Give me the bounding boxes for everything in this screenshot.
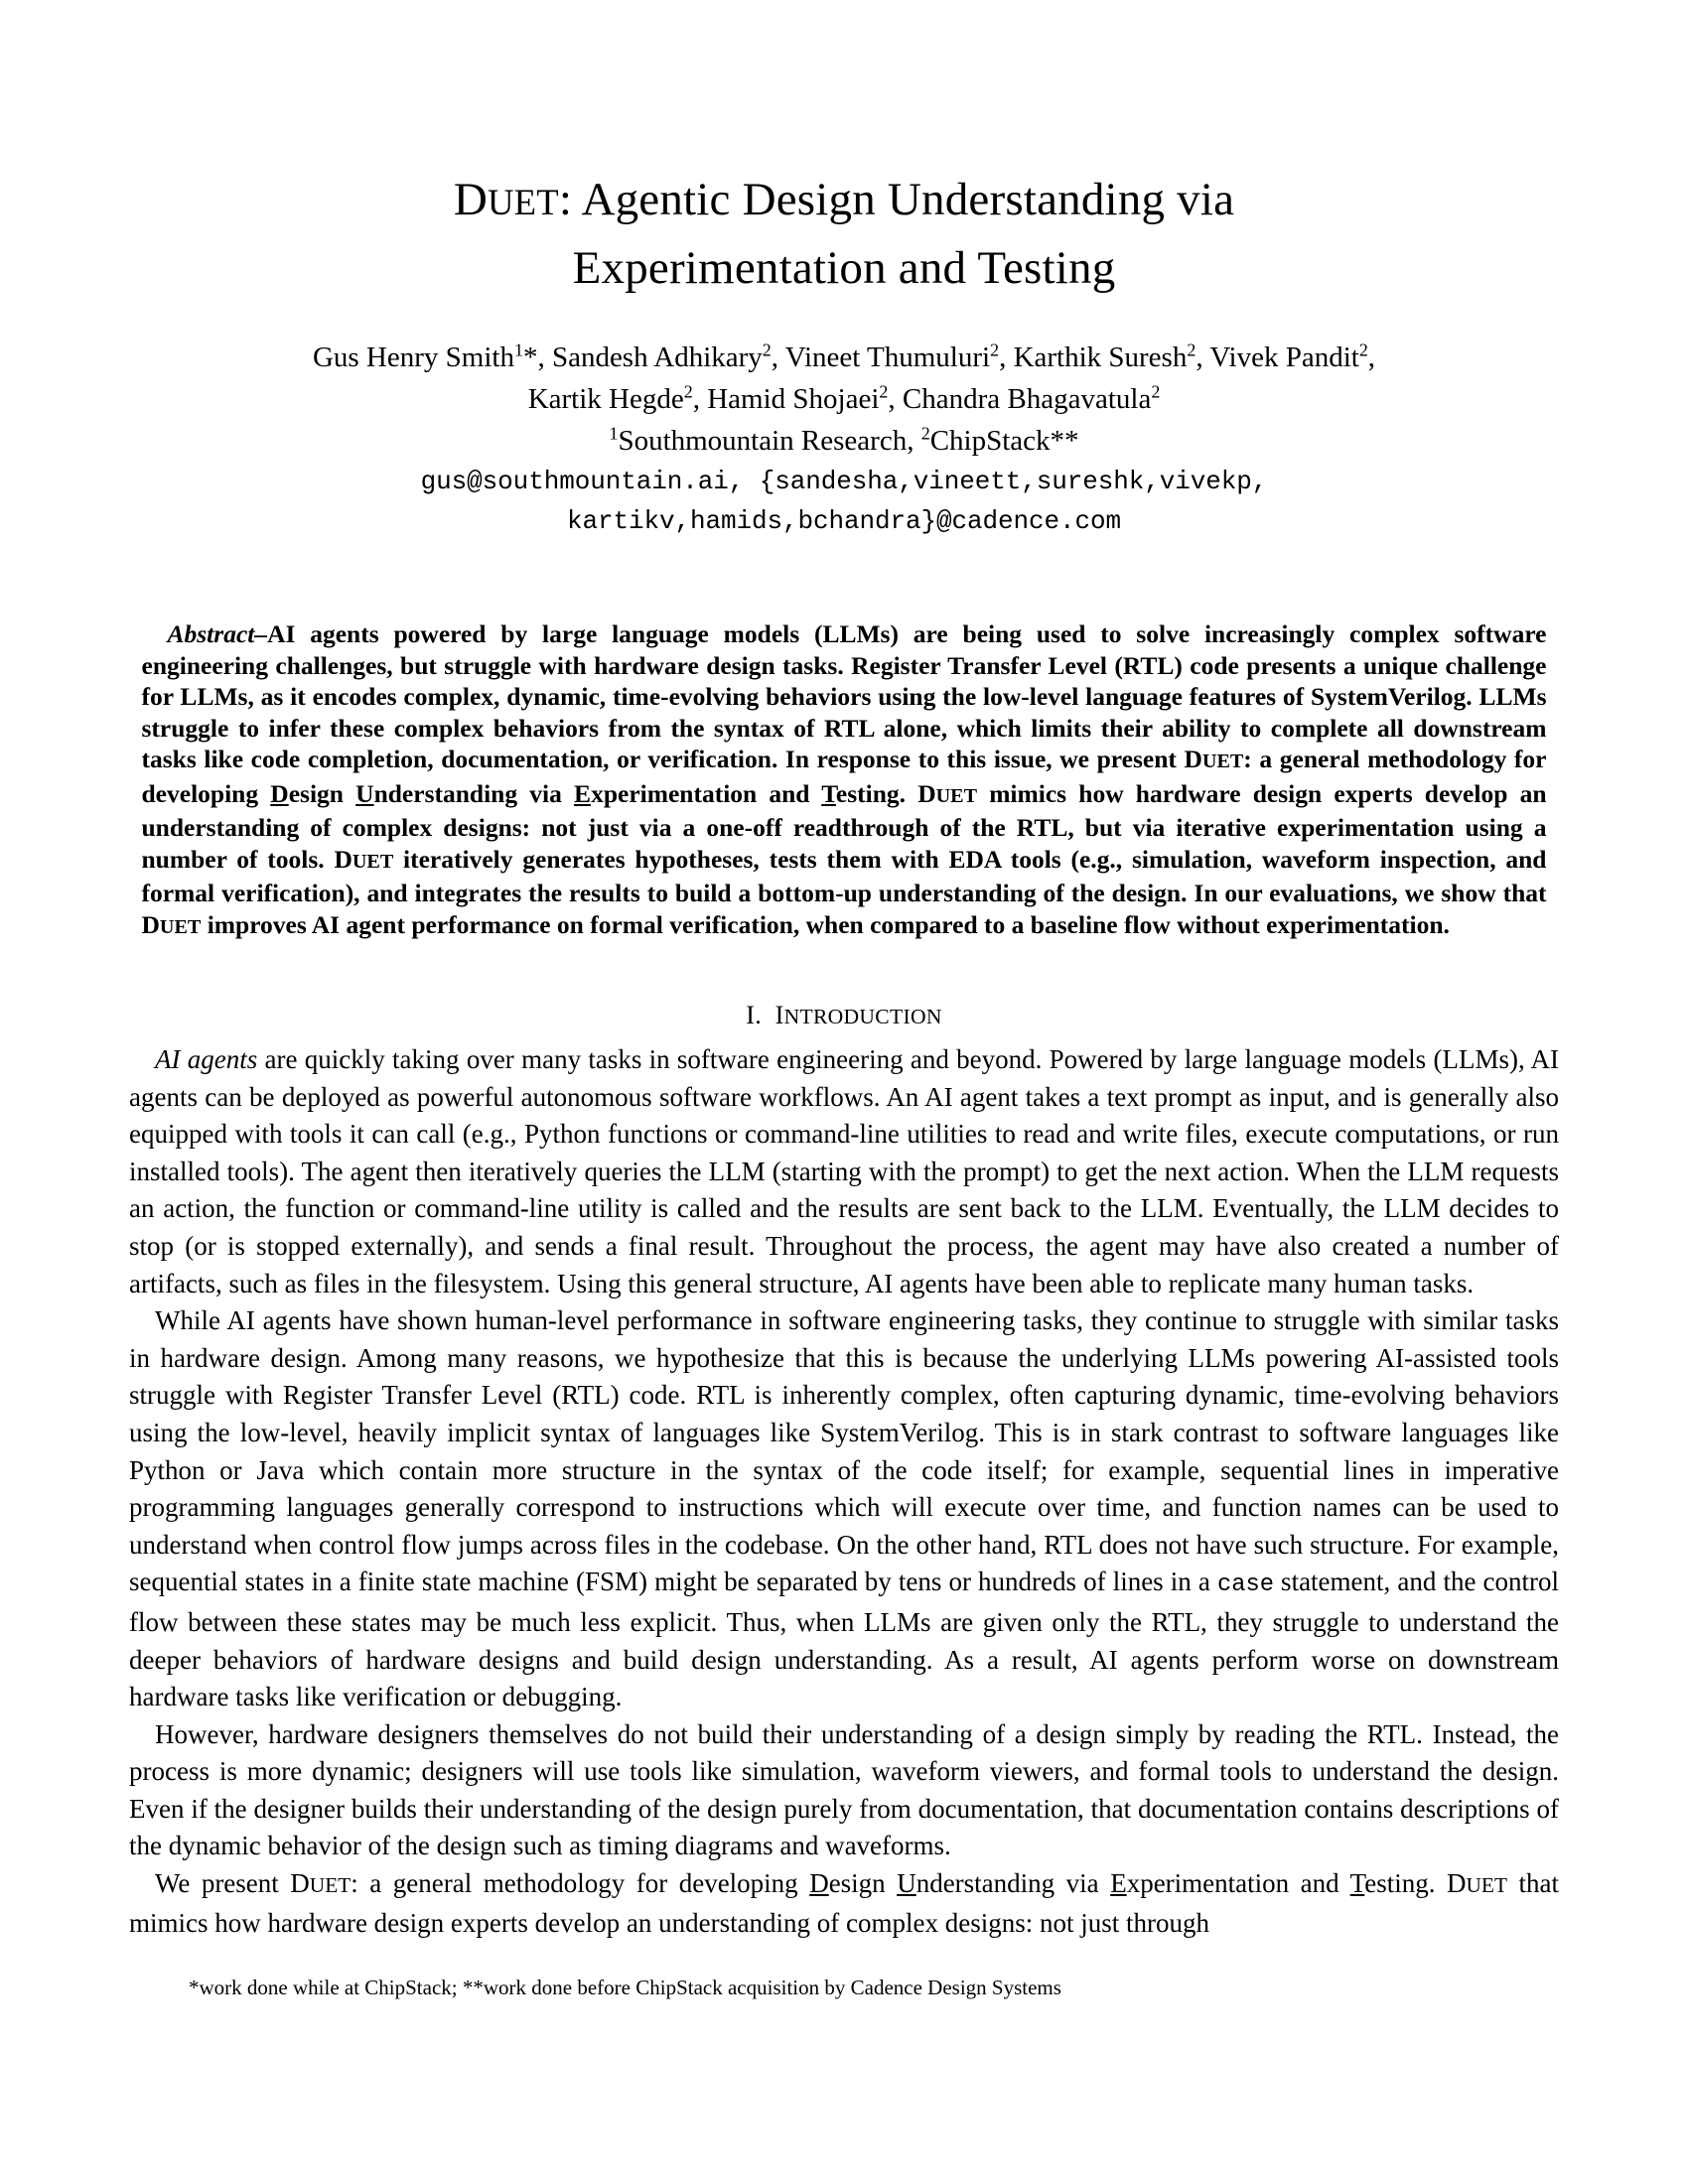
author-footnote-marker: *: [522, 341, 538, 373]
author-block: [228, 301, 1460, 541]
author-separator: ,: [1196, 341, 1210, 373]
section-heading-introduction: [0, 943, 1688, 1041]
paragraph-3: However, hardware designers themselves do not build their understanding of a design simply by reading the RTL. Instead, the process is more dynamic; designers will use tools like simulation, waveform viewers, and formal tools to understand the design. Even if the designer builds their understanding of the design purely from documentation, that documentation contains descriptions of the dynamic behavior of the design such as timing diagrams and waveforms.: [129, 1718, 1559, 1861]
author-affiliation-marker: 2: [1187, 340, 1196, 360]
author-affiliation-marker: 2: [762, 340, 772, 360]
author-affiliation-marker: 2: [1151, 381, 1161, 402]
author-affiliation-marker: 1: [513, 340, 523, 360]
paragraph-1: [129, 1041, 1559, 1302]
author-affiliation-marker: 2: [1358, 340, 1368, 360]
affiliation-sup-1: 1: [609, 423, 619, 444]
author-name: Kartik Hegde: [527, 383, 684, 415]
abstract-duet-1: DUET: [1184, 745, 1244, 773]
section-title: [775, 1001, 942, 1029]
affiliation-2: ChipStack**: [929, 425, 1079, 457]
abstract-word-testing: esting.: [835, 778, 918, 808]
abstract-word-experimentation: xperimentation and: [591, 778, 822, 808]
title-line-1-text: : Agentic Design Understanding via: [558, 174, 1235, 225]
footnote: *work done while at ChipStack; **work done before ChipStack acquisition by Cadence Design Systems: [189, 1976, 1061, 1999]
author-name: Gus Henry Smith: [312, 341, 514, 373]
abstract-label: Abstract–: [167, 619, 268, 648]
title-line-1: [298, 167, 1390, 235]
abstract-u-e: E: [574, 778, 592, 808]
affiliation-sup-2: 2: [920, 423, 930, 444]
author-separator: ,: [692, 383, 708, 415]
abstract-text-1: AI agents powered by large language models (LLMs) are being used to solve increasingly complex software engineering challenges, but struggle with hardware design tasks. Register Transfer Level (RTL) code presents a unique challenge for LLMs, as it encodes complex, dynamic, time-evolving behaviors using the low-level language features of SystemVerilog. LLMs struggle to infer these complex behaviors from the syntax of RTL alone, which limits their ability to complete all downstream tasks like code completion, documentation, or verification. In response to this issue, we present: [141, 619, 1547, 773]
abstract-text-2: : a general methodology for developing: [141, 745, 1547, 808]
title-acronym: [454, 174, 559, 225]
paragraph-4-u-t: T: [1349, 1868, 1365, 1899]
title-acronym-first-letter: D: [453, 174, 488, 225]
paragraph-2-code-case: case: [1216, 1571, 1274, 1599]
paragraph-4: [129, 1865, 1559, 1942]
author-name: Karthik Suresh: [1013, 341, 1188, 373]
paragraph-4-duet-1: DUET: [290, 1868, 352, 1899]
paragraph-4-understanding: nderstanding via: [915, 1868, 1111, 1899]
abstract-u-d: D: [270, 778, 289, 808]
affiliation-1: Southmountain Research,: [618, 425, 921, 457]
author-separator: ,: [771, 341, 785, 373]
author-name: Sandesh Adhikary: [551, 341, 763, 373]
paragraph-2: [129, 1302, 1559, 1716]
title-line-2: Experimentation and Testing: [572, 242, 1116, 294]
author-separator: ,: [888, 383, 903, 415]
author-name: Chandra Bhagavatula: [902, 383, 1152, 415]
affiliation-line: [228, 420, 1460, 462]
author-line-2: [228, 378, 1460, 420]
abstract-word-understanding: nderstanding via: [373, 778, 575, 808]
abstract-text-3: mimics how hardware design experts develop an understanding of complex designs: not just via a one-off readthrough of the RTL, but via iterative experimentation using a number of tools.: [141, 778, 1547, 874]
author-separator: ,: [1367, 341, 1376, 373]
paragraph-4-u-e: E: [1110, 1868, 1127, 1899]
author-name: Hamid Shojaei: [707, 383, 880, 415]
section-title-first-letter: I: [774, 1001, 784, 1029]
abstract-word-design: esign: [288, 778, 356, 808]
paragraph-1-text: are quickly taking over many tasks in software engineering and beyond. Powered by large language models (LLMs), AI agents can be deployed as powerful autonomous software workflows. An AI agent takes a text prompt as input, and is generally also equipped with tools it can call (e.g., Python functions or command-line utilities to read and write files, execute computations, or run installed tools). The agent then iteratively queries the LLM (starting with the prompt) to get the next action. When the LLM requests an action, the function or command-line utility is called and the results are sent back to the LLM. Eventually, the LLM decides to stop (or is stopped externally), and sends a final result. Throughout the process, the agent may have also created a number of artifacts, such as files in the filesystem. Using this general structure, AI agents have been able to replicate many human tasks.: [129, 1044, 1559, 1298]
author-affiliation-marker: 2: [683, 381, 693, 402]
email-line-1: gus@southmountain.ai, {sandesha,vineett,sureshk,vivekp,: [420, 467, 1268, 496]
author-separator: ,: [537, 341, 552, 373]
paragraph-4-text-a: We present: [155, 1868, 291, 1899]
paragraph-4-experimentation: xperimentation and: [1126, 1868, 1350, 1899]
author-line-1: [228, 337, 1460, 378]
abstract-u-t: T: [821, 778, 836, 808]
author-name: Vineet Thumuluri: [784, 341, 991, 373]
paper-title: [298, 0, 1390, 301]
abstract-block: [142, 541, 1547, 943]
abstract-u-u: U: [355, 778, 374, 808]
abstract-duet-2: DUET: [917, 778, 978, 808]
section-title-rest: NTRODUCTION: [783, 1005, 942, 1028]
author-name: Vivek Pandit: [1209, 341, 1359, 373]
author-separator: ,: [999, 341, 1014, 373]
body-text: [129, 1041, 1559, 1942]
abstract-text-5: improves AI agent performance on formal verification, when compared to a baseline flow without experimentation.: [201, 909, 1450, 939]
author-affiliation-marker: 2: [990, 340, 1000, 360]
abstract-duet-4: DUET: [141, 909, 202, 939]
paragraph-4-design: esign: [828, 1868, 898, 1899]
paragraph-4-text-c: that mimics how hardware design experts develop an understanding of complex designs: not just through: [129, 1868, 1559, 1938]
paragraph-4-testing: esting.: [1364, 1868, 1448, 1899]
email-line-2: kartikv,hamids,bchandra}@cadence.com: [566, 506, 1122, 536]
abstract-duet-3: DUET: [334, 844, 394, 874]
abstract-text-4: iteratively generates hypotheses, tests them with EDA tools (e.g., simulation, waveform inspection, and formal verification), and integrates the results to build a bottom-up understanding of the design. In our evaluations, we show that: [141, 844, 1547, 907]
paragraph-4-text-b: : a general methodology for developing: [351, 1868, 810, 1899]
title-acronym-rest: UET: [487, 182, 559, 222]
paragraph-4-duet-2: DUET: [1447, 1868, 1507, 1899]
paragraph-1-lead: AI agents: [155, 1044, 258, 1074]
paragraph-2-text-a: While AI agents have shown human-level performance in software engineering tasks, they continue to struggle with similar tasks in hardware design. Among many reasons, we hypothesize that this is because the underlying LLMs powering AI-assisted tools struggle with Register Transfer Level (RTL) code. RTL is inherently complex, often capturing dynamic, time-evolving behaviors using the low-level, heavily implicit syntax of languages like SystemVerilog. This is in stark contrast to software languages like Python or Java which contain more structure in the syntax of the code itself; for example, sequential lines in imperative programming languages generally correspond to instructions which will execute over time, and function names can be used to understand when control flow jumps across files in the codebase. On the other hand, RTL does not have such structure. For example, sequential states in a finite state machine (FSM) might be separated by tens or hundreds of lines in a: [129, 1305, 1559, 1597]
paragraph-4-u-u: U: [897, 1868, 916, 1899]
paragraph-2-text-b: statement, and the control flow between these states may be much less explicit. Thus, when LLMs are given only the RTL, they struggle to understand the deeper behaviors of hardware designs and build design understanding. As a result, AI agents perform worse on downstream hardware tasks like verification or debugging.: [129, 1567, 1559, 1712]
author-affiliation-marker: 2: [879, 381, 889, 402]
section-number: I.: [746, 1001, 763, 1029]
paragraph-4-u-d: D: [809, 1868, 829, 1899]
